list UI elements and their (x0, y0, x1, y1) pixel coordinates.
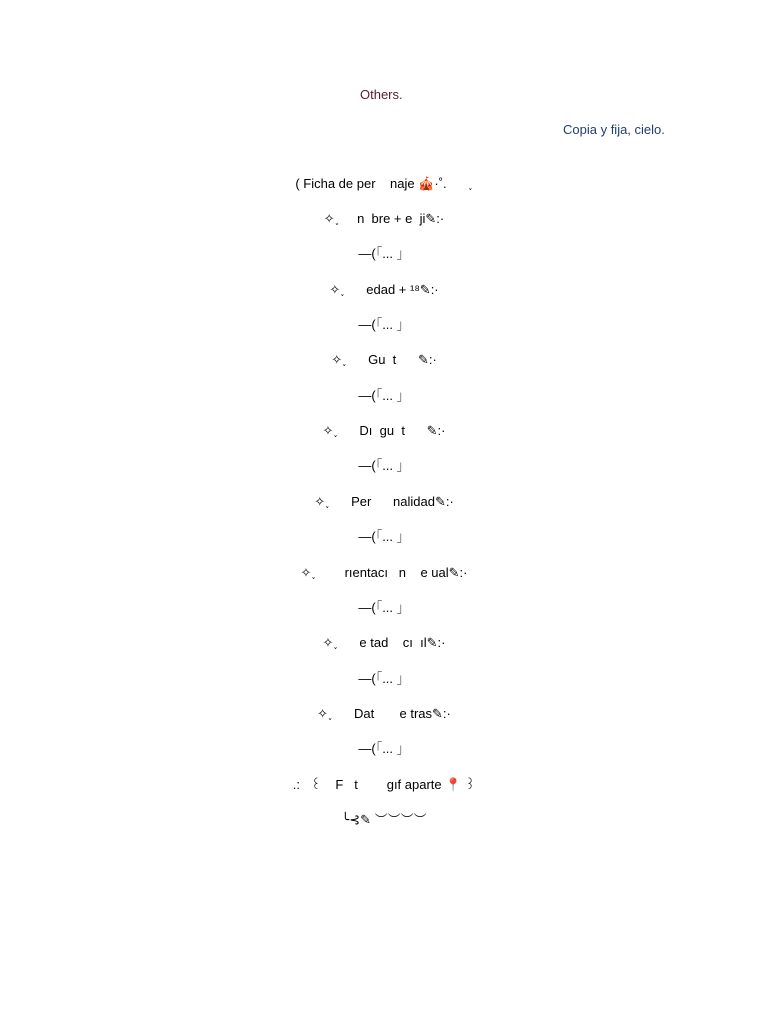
field-label-extra-data: ✧˯ Dat e tras✎:· (317, 706, 451, 721)
field-placeholder-civil-status: —(「... 」 (358, 671, 410, 686)
field-label-dislikes: ✧˯ Dı gu t ✎:· (322, 423, 446, 438)
field-placeholder-extra-data: —(「... 」 (358, 741, 410, 756)
field-placeholder-age: —(「... 」 (358, 317, 410, 332)
page-subheading: Copia y fija, cielo. (563, 122, 665, 137)
page-heading: Others. (360, 87, 403, 102)
field-placeholder-name: —(「... 」 (358, 246, 410, 261)
field-label-personality: ✧˯ Per nalidad✎:· (314, 494, 454, 509)
field-placeholder-personality: —(「... 」 (358, 529, 410, 544)
closing-divider: ╰⊰✎ ︶︶︶︶ (341, 812, 427, 827)
field-label-name: ✧˯ n bre + e ji✎:· (323, 211, 445, 226)
footer-note: .: ꒰ F t gıf aparte 📍 ꒱ (292, 777, 476, 792)
field-label-age: ✧˯ edad + ¹⁸✎:· (329, 282, 439, 297)
template-title: ( Ficha de per naje 🎪·˚. ˯ (295, 176, 473, 191)
field-label-civil-status: ✧˯ e tad cı ıl✎:· (322, 635, 446, 650)
field-placeholder-dislikes: —(「... 」 (358, 458, 410, 473)
field-label-orientation: ✧˯ rıentacı n e ual✎:· (300, 565, 468, 580)
field-label-likes: ✧˯ Gu t ✎:· (331, 352, 437, 367)
field-placeholder-orientation: —(「... 」 (358, 600, 410, 615)
field-placeholder-likes: —(「... 」 (358, 388, 410, 403)
